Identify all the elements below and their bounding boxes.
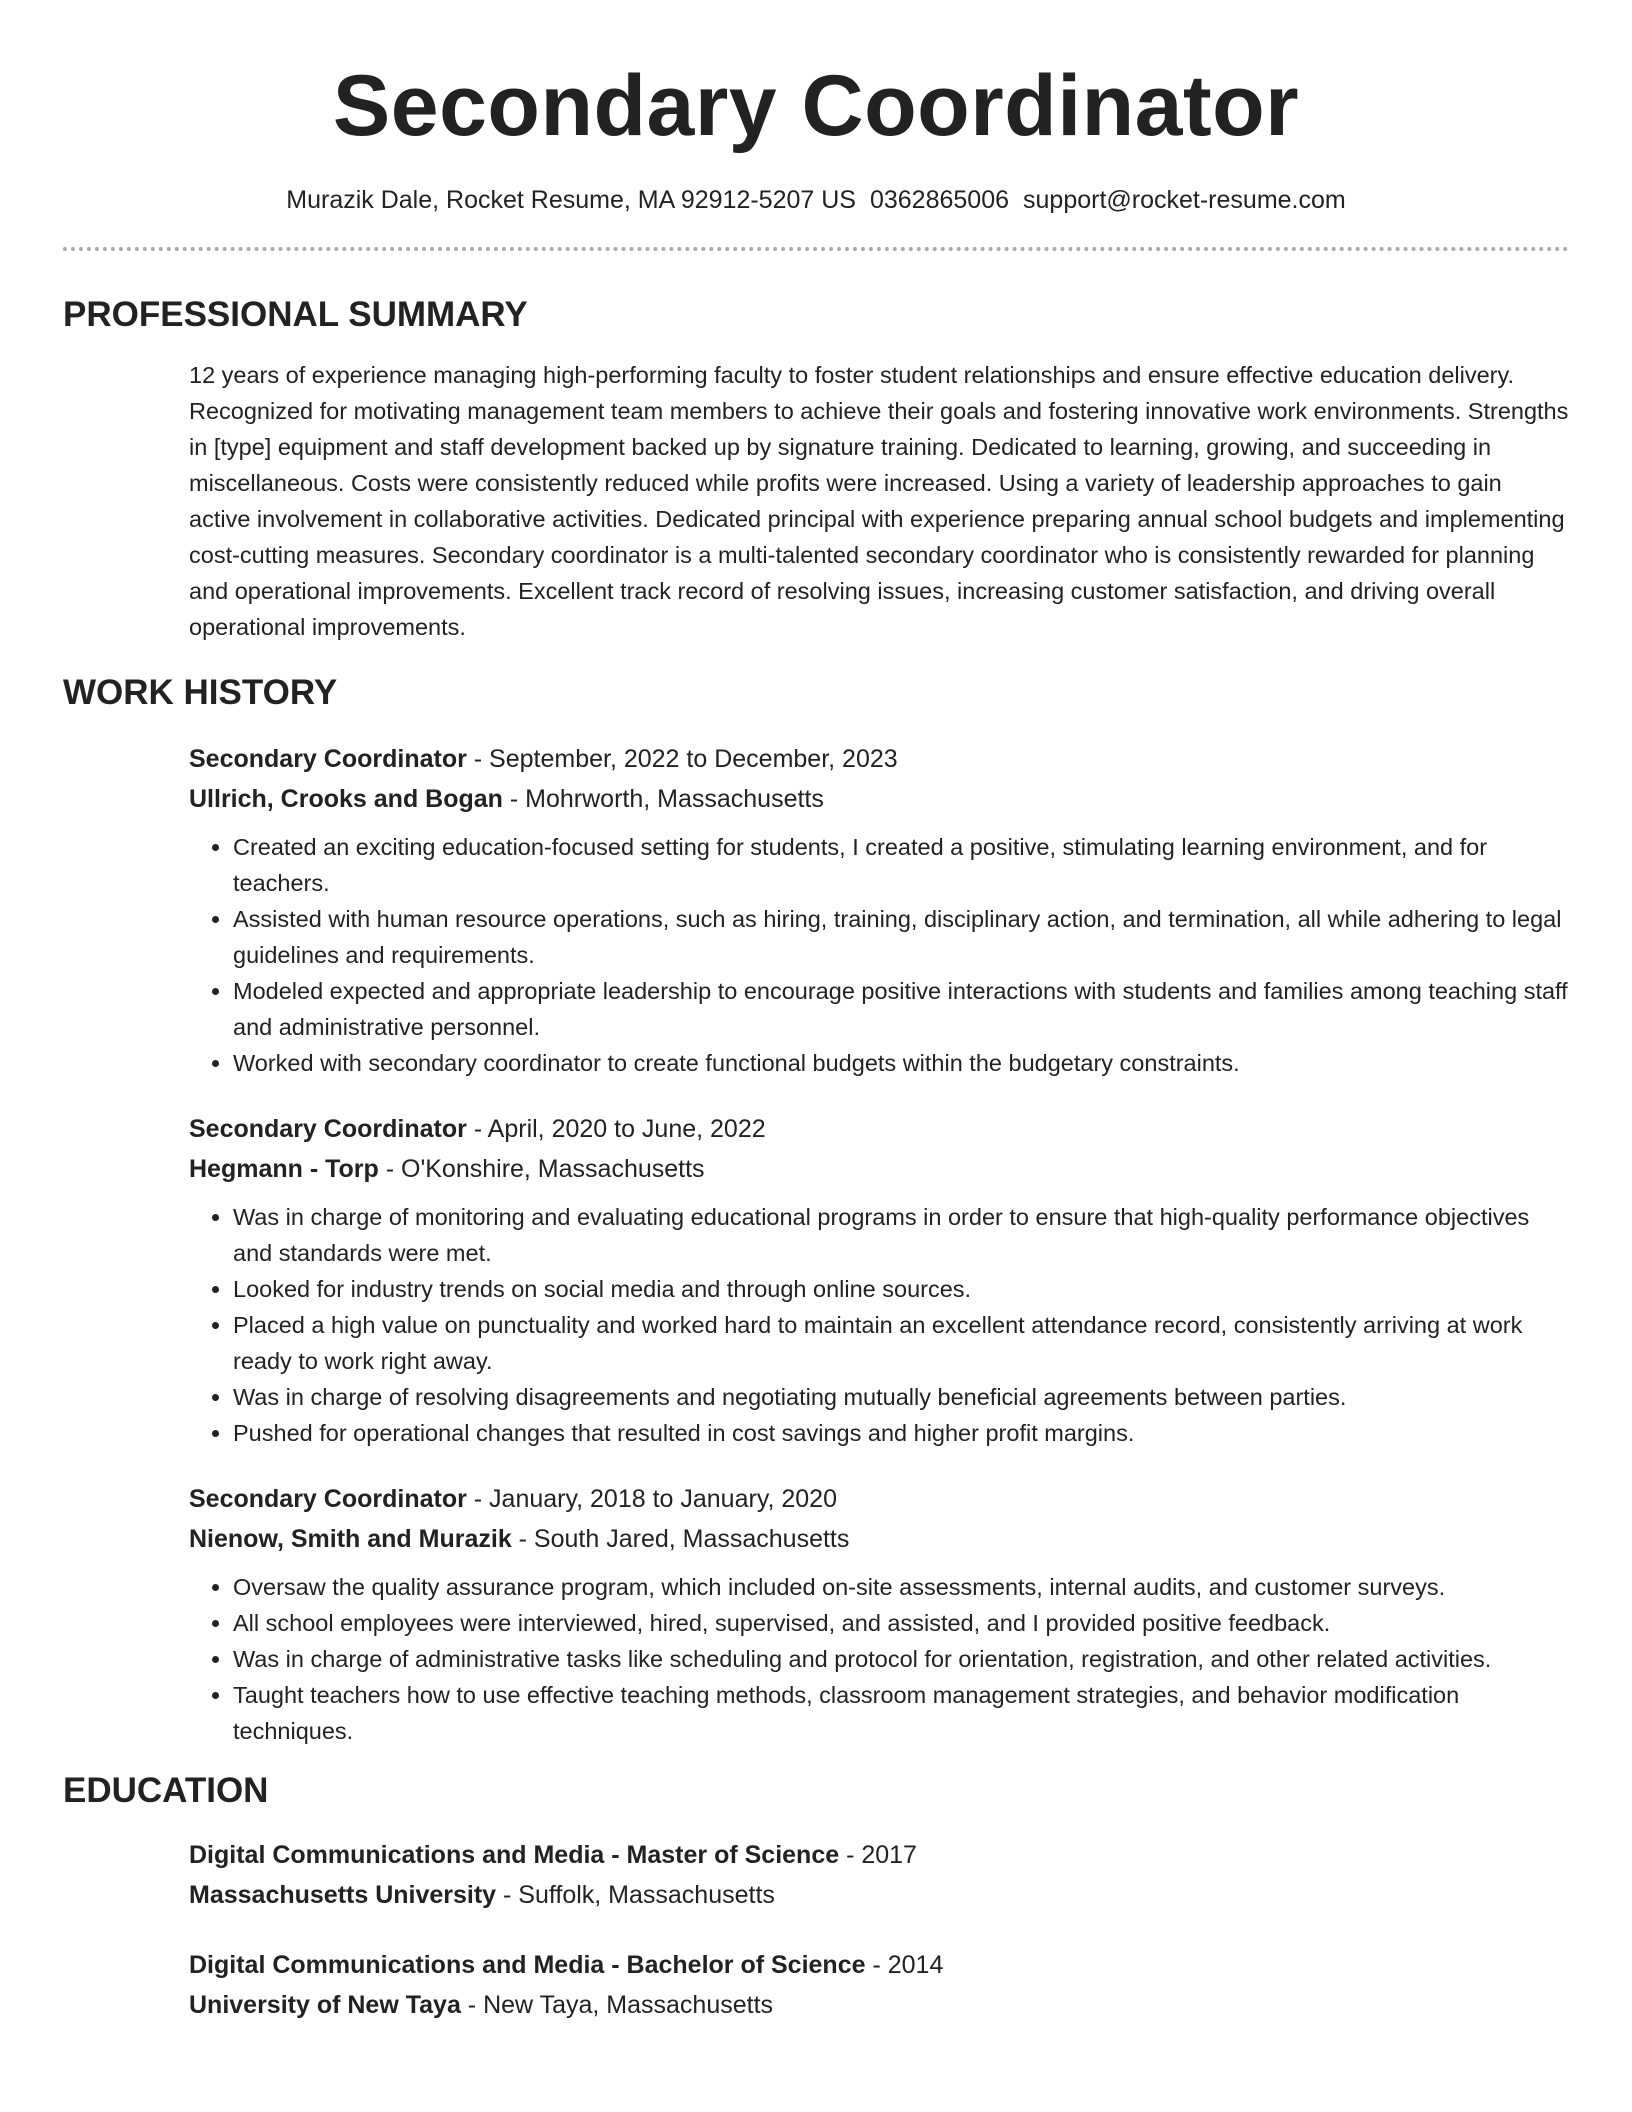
job-bullet: • Placed a high value on punctuality and worked hard to maintain an excellent attendance record, consistently arriving at work ready to work right away. [233, 1307, 1569, 1379]
job-dates: - April, 2020 to June, 2022 [466, 1115, 766, 1143]
job-bullet: • Assisted with human resource operations, such as hiring, training, disciplinary action, and termination, all while adhering to legal guidelines and requirements. [233, 901, 1569, 973]
education-degree-line [189, 1835, 1569, 1875]
job-entry [189, 1109, 1569, 1451]
candidate-name: Secondary Coordinator [332, 58, 1300, 154]
education-degree-line [189, 1945, 1569, 1985]
contact-phone: 0362865006 [869, 186, 1010, 214]
education-school: University of New Taya [189, 1991, 461, 2019]
job-bullet: • Was in charge of administrative tasks like scheduling and protocol for orientation, registration, and other related activities. [233, 1641, 1569, 1677]
education-degree: Digital Communications and Media - Master of Science [189, 1841, 840, 1869]
job-entry [189, 1479, 1569, 1749]
job-location: - O'Konshire, Massachusetts [378, 1155, 705, 1183]
job-bullet: • Created an exciting education-focused setting for students, I created a positive, stimulating learning environment, and for teachers. [233, 829, 1569, 901]
job-dates: - September, 2022 to December, 2023 [466, 745, 898, 773]
job-company-line [189, 1149, 1569, 1189]
job-role: Secondary Coordinator [189, 745, 467, 773]
contact-email: support@rocket-resume.com [1023, 186, 1346, 214]
job-company: Hegmann - Torp [189, 1155, 379, 1183]
education-year: - 2014 [865, 1951, 944, 1979]
job-bullet: • Worked with secondary coordinator to create functional budgets within the budgetary constraints. [233, 1045, 1569, 1081]
job-bullet: • All school employees were interviewed, hired, supervised, and assisted, and I provided positive feedback. [233, 1605, 1569, 1641]
job-bullets [189, 1569, 1569, 1749]
job-bullet: • Modeled expected and appropriate leadership to encourage positive interactions with students and families among teaching staff and administrative personnel. [233, 973, 1569, 1045]
job-role: Secondary Coordinator [189, 1485, 467, 1513]
education-title: EDUCATION [63, 1771, 269, 1810]
summary-section [63, 251, 1569, 645]
job-entry [189, 739, 1569, 1081]
job-bullet: • Pushed for operational changes that resulted in cost savings and higher profit margins. [233, 1415, 1569, 1451]
job-company-line [189, 779, 1569, 819]
job-bullet: • Was in charge of resolving disagreements and negotiating mutually beneficial agreements between parties. [233, 1379, 1569, 1415]
contact-address: Murazik Dale, Rocket Resume, MA 92912-5207 US [286, 186, 856, 214]
job-company: Ullrich, Crooks and Bogan [189, 785, 503, 813]
job-bullet: • Was in charge of monitoring and evaluating educational programs in order to ensure that high-quality performance objectives and standards were met. [233, 1199, 1569, 1271]
education-location: - New Taya, Massachusetts [460, 1991, 774, 2019]
summary-title: PROFESSIONAL SUMMARY [63, 295, 528, 334]
work-history-section [63, 645, 1569, 1749]
job-location: - South Jared, Massachusetts [511, 1525, 850, 1553]
job-role-line [189, 739, 1569, 779]
job-bullet: • Taught teachers how to use effective teaching methods, classroom management strategies, and behavior modification techniques. [233, 1677, 1569, 1749]
job-dates: - January, 2018 to January, 2020 [466, 1485, 837, 1513]
education-school-line [189, 1875, 1569, 1915]
resume-header [63, 0, 1569, 251]
summary-text: 12 years of experience managing high-performing faculty to foster student relationships and ensure effective education delivery. Recognized for motivating management team members to achieve their goals and fostering innovative work environments. Strengths in [type] equipment and staff development backed up by signature training. Dedicated to learning, growing, and succeeding in miscellaneous. Costs were consistently reduced while profits were increased. Using a variety of leadership approaches to gain active involvement in collaborative activities. Dedicated principal with experience preparing annual school budgets and implementing cost-cutting measures. Secondary coordinator is a multi-talented secondary coordinator who is consistently rewarded for planning and operational improvements. Excellent track record of resolving issues, increasing customer satisfaction, and driving overall operational improvements. [189, 362, 1569, 640]
education-entry [189, 1945, 1569, 2025]
contact-line [63, 184, 1569, 216]
job-location: - Mohrworth, Massachusetts [502, 785, 824, 813]
education-location: - Suffolk, Massachusetts [496, 1881, 775, 1909]
job-role: Secondary Coordinator [189, 1115, 467, 1143]
education-school: Massachusetts University [189, 1881, 497, 1909]
education-year: - 2017 [839, 1841, 917, 1869]
job-bullets [189, 1199, 1569, 1451]
education-section [63, 1749, 1569, 2025]
education-school-line [189, 1985, 1569, 2025]
job-bullet: • Looked for industry trends on social media and through online sources. [233, 1271, 1569, 1307]
job-role-line [189, 1479, 1569, 1519]
education-degree: Digital Communications and Media - Bachelor of Science [189, 1951, 866, 1979]
work-history-title: WORK HISTORY [63, 673, 338, 712]
job-company: Nienow, Smith and Murazik [189, 1525, 512, 1553]
job-role-line [189, 1109, 1569, 1149]
education-entry [189, 1835, 1569, 1915]
job-bullet: • Oversaw the quality assurance program, which included on-site assessments, internal audits, and customer surveys. [233, 1569, 1569, 1605]
job-company-line [189, 1519, 1569, 1559]
job-bullets [189, 829, 1569, 1081]
